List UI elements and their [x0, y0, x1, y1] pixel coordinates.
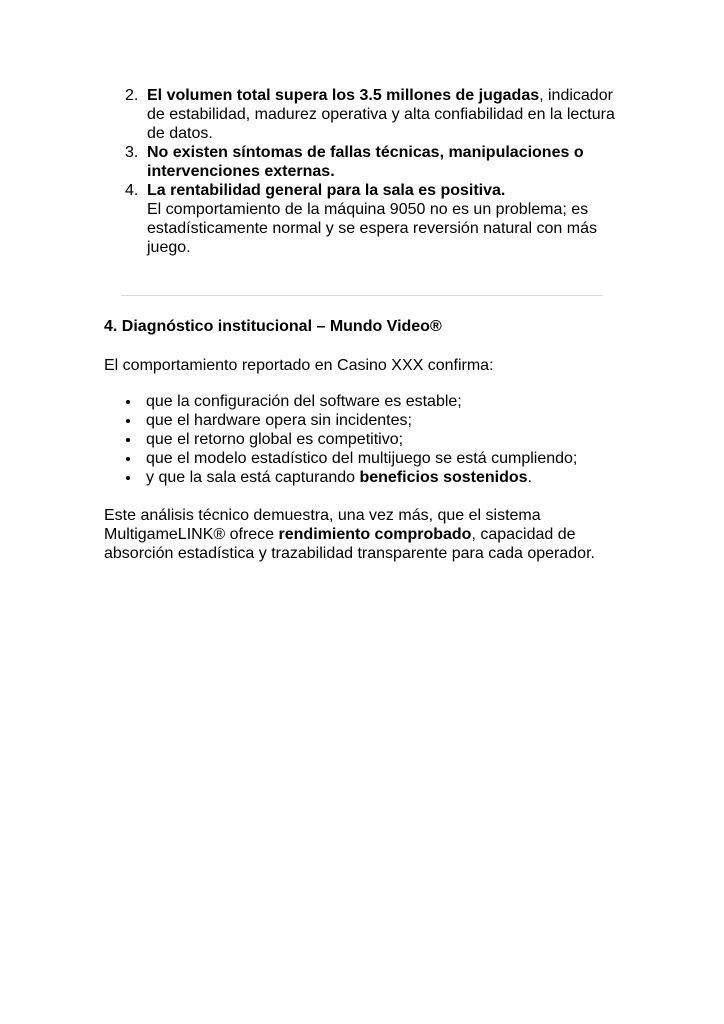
bullet-text-end: .: [527, 469, 532, 486]
bullet-bold-text: beneficios sostenidos: [359, 469, 528, 486]
bullet-item: [104, 411, 624, 430]
section-intro: El comportamiento reportado en Casino XXX confirma:: [104, 357, 494, 374]
closing-text-end: , capacidad de absorción estadística y trazabilidad transparente para cada operador.: [104, 526, 595, 562]
item-text: El comportamiento de la máquina 9050 no es un problema; es estadísticamente normal y se espera reversión natural con más juego.: [147, 201, 597, 256]
bullet-item: [104, 449, 624, 468]
bullet-item: [104, 392, 624, 411]
item-bold-text: El volumen total supera los 3.5 millones de jugadas: [147, 87, 540, 104]
closing-bold-text: rendimiento comprobado: [278, 526, 472, 543]
section-heading: 4. Diagnóstico institucional – Mundo Video®: [104, 318, 442, 335]
bullet-list: [104, 392, 624, 487]
bullet-text: que la configuración del software es estable;: [146, 393, 462, 410]
item-bold-text: La rentabilidad general para la sala es positiva.: [147, 182, 506, 199]
horizontal-divider: [121, 295, 603, 296]
list-item: [112, 143, 622, 181]
numbered-list: [112, 86, 622, 257]
closing-text: Este análisis técnico demuestra, una vez más, que el sistema MultigameLINK® ofrece: [104, 507, 541, 543]
item-number: 4.: [125, 182, 139, 199]
closing-paragraph: [104, 506, 624, 563]
bullet-item: [104, 430, 624, 449]
bullet-item: [104, 468, 624, 487]
item-number: 2.: [125, 87, 139, 104]
list-item: [112, 181, 622, 257]
item-number: 3.: [125, 144, 139, 161]
item-text: , indicador de estabilidad, madurez operativa y alta confiabilidad en la lectura de datos.: [147, 87, 615, 142]
list-item: [112, 86, 622, 143]
bullet-text: que el retorno global es competitivo;: [146, 431, 404, 448]
bullet-text: y que la sala está capturando: [146, 469, 360, 486]
item-bold-text: No existen síntomas de fallas técnicas, manipulaciones o intervenciones externas.: [147, 144, 584, 180]
bullet-text: que el modelo estadístico del multijuego se está cumpliendo;: [146, 450, 578, 467]
bullet-text: que el hardware opera sin incidentes;: [146, 412, 412, 429]
